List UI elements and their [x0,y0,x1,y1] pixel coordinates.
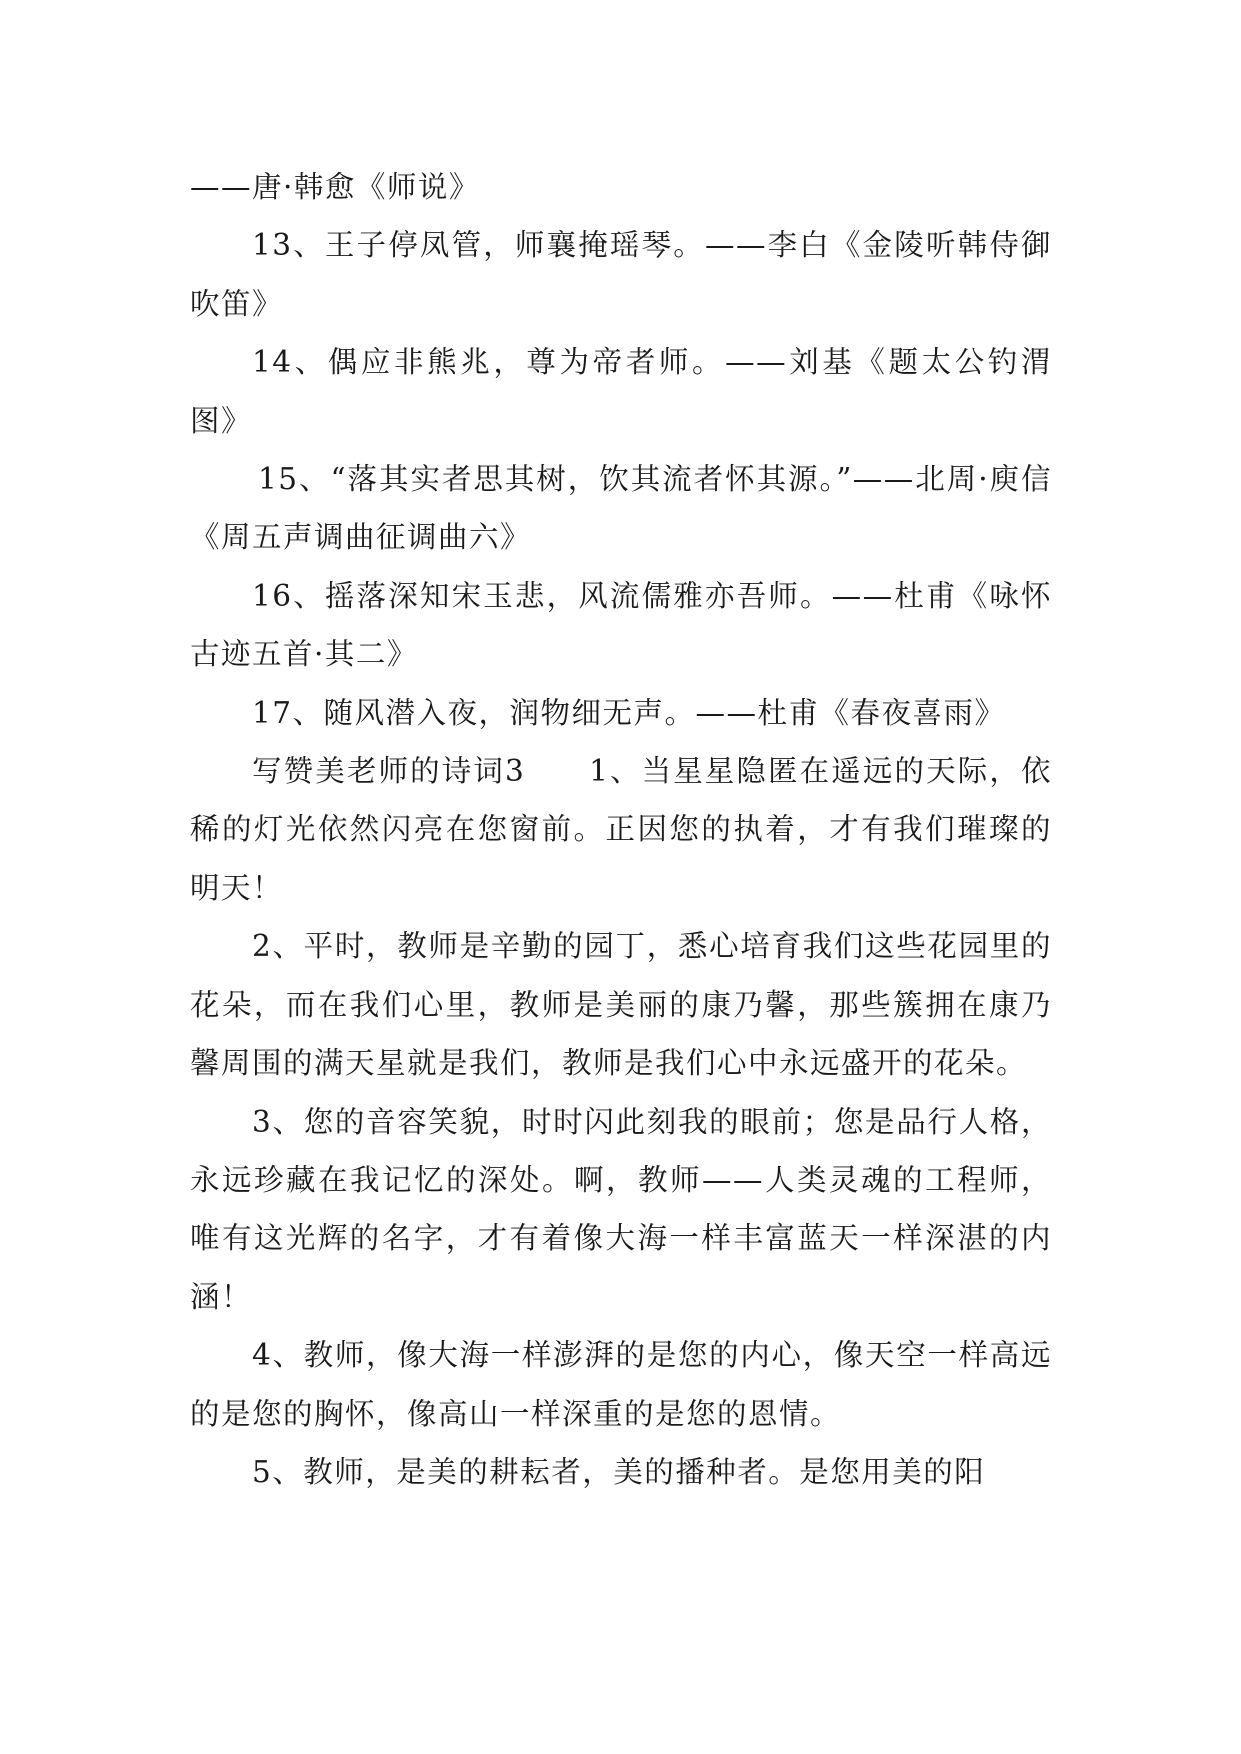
paragraph-poem-17: 17、随风潜入夜，润物细无声。——杜甫《春夜喜雨》 [252,695,1006,730]
paragraph-section-3-item-1: 写赞美老师的诗词3 1、当星星隐匿在遥远的天际，依稀的灯光依然闪亮在您窗前。正因您的执着，才有我们璀璨的明天！ [190,754,1052,905]
paragraph-item-2: 2、平时，教师是辛勤的园丁，悉心培育我们这些花园里的花朵，而在我们心里，教师是美丽的康乃馨，那些簇拥在康乃馨周围的满天星就是我们，教师是我们心中永远盛开的花朵。 [190,929,1052,1081]
paragraph-item-4: 4、教师，像大海一样澎湃的是您的内心，像天空一样高远的是您的胸怀，像高山一样深重的是您的恩情。 [190,1338,1052,1431]
paragraph-poem-16: 16、摇落深知宋玉悲，风流儒雅亦吾师。——杜甫《咏怀古迹五首·其二》 [190,578,1052,672]
paragraph-item-5: 5、教师，是美的耕耘者，美的播种者。是您用美的阳 [252,1454,986,1489]
paragraph-poem-15: 15、“落其实者思其树，饮其流者怀其源。”——北周·庾信《周五声调曲征调曲六》 [190,462,1052,555]
paragraph-poem-14: 14、偶应非熊兆，尊为帝者师。——刘基《题太公钓渭图》 [190,345,1052,438]
document-body [190,158,1052,1501]
paragraph-poem-13: 13、王子停凤管，师襄掩瑶琴。——李白《金陵听韩侍御吹笛》 [190,228,1052,321]
paragraph-item-3: 3、您的音容笑貌，时时闪此刻我的眼前；您是品行人格，永远珍藏在我记忆的深处。啊，教师——人类灵魂的工程师，唯有这光辉的名字，才有着像大海一样丰富蓝天一样深湛的内涵！ [190,1104,1052,1314]
paragraph-attribution-han-yu: ——唐·韩愈《师说》 [190,170,480,204]
